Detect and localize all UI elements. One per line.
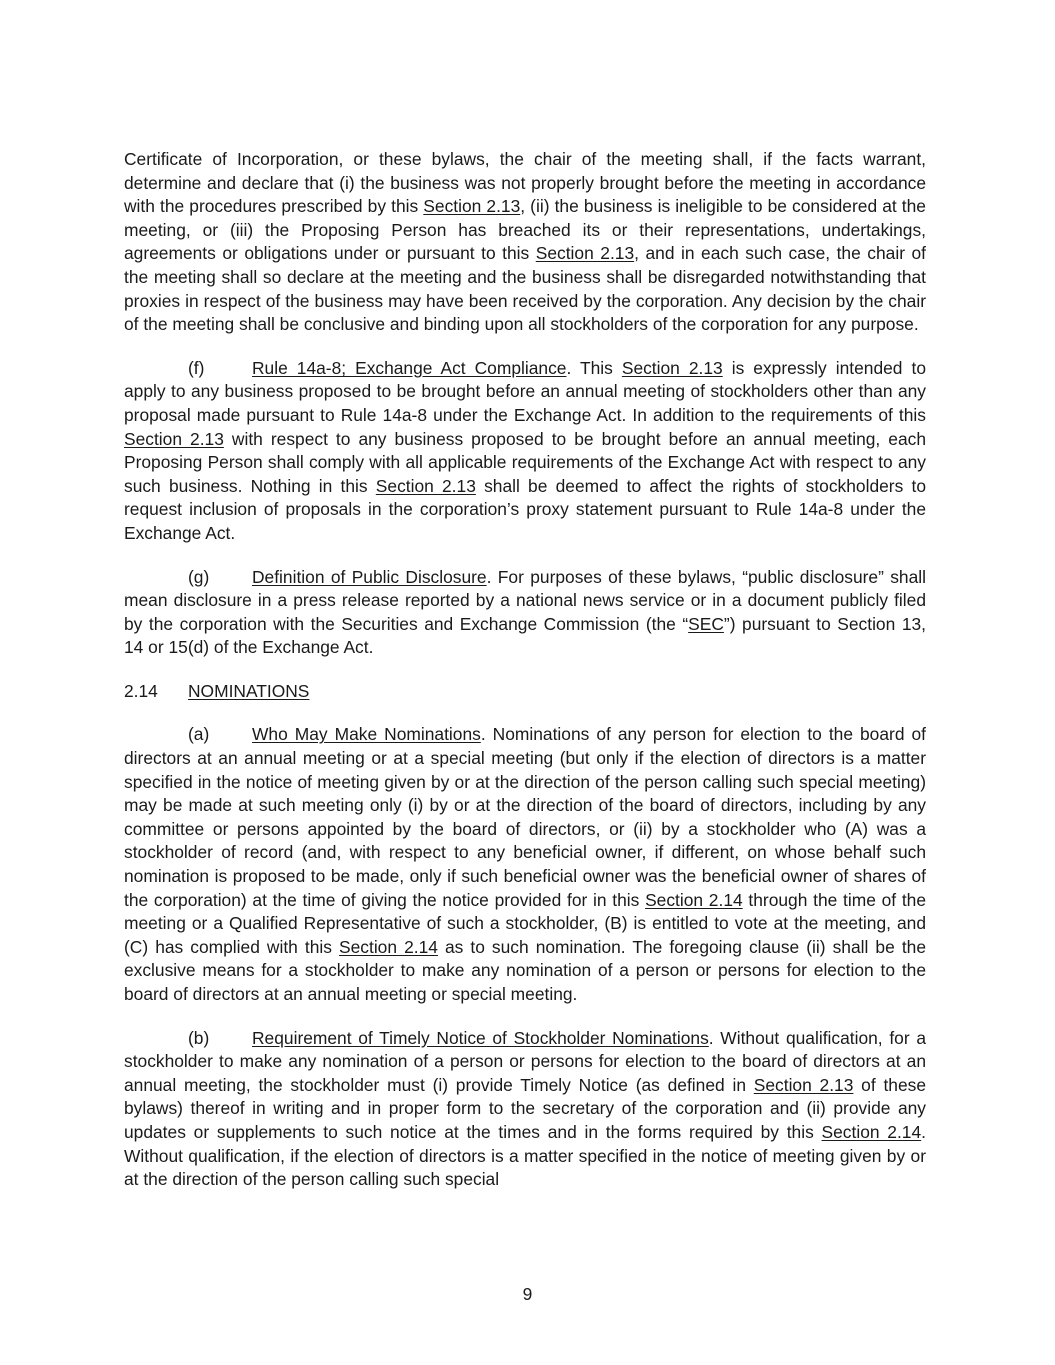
- paragraph-label: (a): [188, 724, 210, 745]
- paragraph-title: Requirement of Timely Notice of Stockholder Nominations: [252, 1027, 709, 1048]
- defined-term: SEC: [688, 613, 724, 634]
- paragraph-label: (g): [188, 566, 210, 587]
- paragraph-text: , (ii) the business is ineligible to be considered at the meeting, or (iii) the Proposing Person has breached its or their representations, undertakings, agreements or obligations under or pursuant to this: [124, 196, 926, 264]
- paragraph-g: [124, 566, 926, 660]
- paragraph-b: [124, 1027, 926, 1192]
- document-body: [124, 148, 926, 1212]
- paragraph-text: . Without qualification, if the election of directors is a matter specified in the notice of meeting given by or at the direction of the person calling such special: [124, 1121, 926, 1190]
- section-reference: Section 2.13: [535, 243, 635, 264]
- paragraph-continued: [124, 148, 926, 337]
- paragraph-label: (f): [188, 357, 205, 378]
- paragraph-text: with respect to any business proposed to be brought before an annual meeting, each Proposing Person shall comply with all applicable requirements of the Exchange Act with respect to any such business. Nothing in this: [124, 428, 927, 496]
- paragraph-title: Rule 14a-8; Exchange Act Compliance: [252, 357, 567, 378]
- paragraph-text: . For purposes of these bylaws, “public disclosure” shall mean disclosure in a press release reported by a national news service or in a document publicly filed by the corporation with the Securities and Exchange Commission (the “: [124, 566, 926, 634]
- paragraph-title: Definition of Public Disclosure: [252, 566, 487, 587]
- section-reference: Section 2.13: [124, 428, 224, 449]
- paragraph-a: [124, 723, 926, 1006]
- section-reference: Section 2.14: [339, 936, 438, 957]
- section-reference: Section 2.13: [375, 475, 476, 496]
- section-reference: Section 2.13: [753, 1074, 854, 1095]
- paragraph-text: through the time of the meeting or a Qualified Representative of such a stockholder, (B) is entitled to vote at the meeting, and (C) has complied with this: [124, 889, 926, 957]
- paragraph-text: , and in each such case, the chair of the meeting shall so declare at the meeting and the business shall be disregarded notwithstanding that proxies in respect of the business may have been received by the corporation. Any decision by the chair of the meeting shall be conclusive and binding upon all stockholders of the corporation for any purpose.: [124, 243, 927, 335]
- paragraph-text: Certificate of Incorporation, or these bylaws, the chair of the meeting shall, if the facts warrant, determine and declare that (i) the business was not properly brought before the meeting in accordance with the procedures prescribed by this: [124, 149, 926, 217]
- paragraph-text: shall be deemed to affect the rights of stockholders to request inclusion of proposals in the corporation’s proxy statement pursuant to Rule 14a-8 under the Exchange Act.: [124, 475, 926, 543]
- section-title: NOMINATIONS: [188, 680, 310, 701]
- paragraph-text: is expressly intended to apply to any business proposed to be brought before an annual meeting of stockholders other than any proposal made pursuant to Rule 14a-8 under the Exchange Act. In addition to the requirements of this: [124, 357, 926, 425]
- paragraph-title: Who May Make Nominations: [252, 724, 481, 745]
- paragraph-text: . This: [566, 357, 622, 378]
- section-reference: Section 2.14: [645, 889, 743, 910]
- paragraph-text: . Without qualification, for a stockholder to make any nomination of a person or persons for election to the board of directors at an annual meeting, the stockholder must (i) provide Timely Notice (as defined in: [124, 1027, 926, 1095]
- section-reference: Section 2.14: [821, 1121, 922, 1142]
- paragraph-text: of these bylaws) thereof in writing and in proper form to the secretary of the corporation and (ii) provide any updates or supplements to such notice at the times and in the forms required by this: [124, 1074, 926, 1142]
- section-heading: [124, 680, 926, 704]
- paragraph-label: (b): [188, 1027, 210, 1048]
- paragraph-text: ”) pursuant to Section 13, 14 or 15(d) of the Exchange Act.: [124, 613, 926, 658]
- paragraph-f: [124, 357, 926, 546]
- section-number: 2.14: [124, 680, 158, 701]
- section-reference: Section 2.13: [621, 357, 723, 378]
- section-reference: Section 2.13: [423, 196, 521, 217]
- page-number: 9: [522, 1284, 533, 1304]
- paragraph-text: . Nominations of any person for election to the board of directors at an annual meeting or at a special meeting (but only if the election of directors is a matter specified in the notice of meeting given by or at the direction of the person calling such special meeting) may be made at such meeting only (i) by or at the direction of the board of directors, including by any committee or persons appointed by the board of directors, or (ii) by a stockholder who (A) was a stockholder of record (and, with respect to any beneficial owner, if different, on whose behalf such nomination is proposed to be made, only if such beneficial owner was the beneficial owner of shares of the corporation) at the time of giving the notice provided for in this: [124, 724, 927, 910]
- paragraph-text: as to such nomination. The foregoing clause (ii) shall be the exclusive means for a stockholder to make any nomination of a person or persons for election to the board of directors at an annual meeting or special meeting.: [124, 936, 926, 1004]
